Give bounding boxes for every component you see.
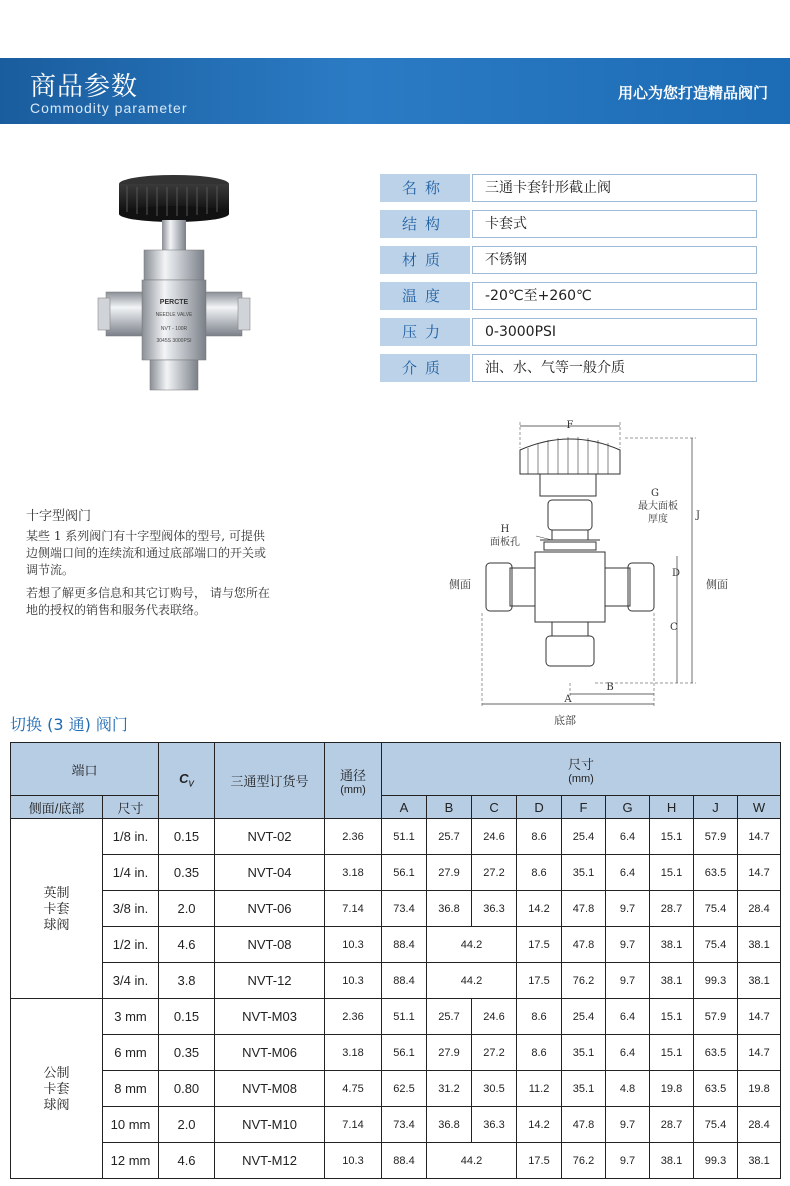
cell-dim-b: 31.2 [427,1071,472,1107]
header-bore [325,743,382,819]
cell-dim-w: 38.1 [738,963,781,999]
product-photo [92,170,322,400]
spec-value: 卡套式 [472,210,757,238]
cell-size: 10 mm [103,1107,159,1143]
cell-cv: 0.35 [159,855,215,891]
product-engraving-1: NEEDLE VALVE [155,312,193,318]
bottom-view-label: 底部 [554,714,576,727]
header-bore-unit: (mm) [340,784,366,796]
cell-dim-a: 73.4 [382,891,427,927]
cell-dim-c: 27.2 [472,855,517,891]
cell-dim-d: 8.6 [517,855,562,891]
cell-cv: 4.6 [159,927,215,963]
cell-dim-g: 9.7 [606,963,650,999]
table-row [11,927,781,963]
spec-row-structure [380,210,745,238]
cell-order-no: NVT-M10 [215,1107,325,1143]
section-title: 切换 (3 通) 阀门 [10,715,128,734]
cell-dim-j: 99.3 [694,1143,738,1179]
table-row [11,1107,781,1143]
spec-label: 名称 [380,174,470,202]
cell-order-no: NVT-12 [215,963,325,999]
cell-order-no: NVT-06 [215,891,325,927]
cell-dim-f: 25.4 [562,819,606,855]
cell-dim-g: 9.7 [606,1143,650,1179]
cell-dim-f: 76.2 [562,1143,606,1179]
cell-dim-a: 88.4 [382,1143,427,1179]
spec-label: 材质 [380,246,470,274]
cell-bore: 3.18 [325,1035,382,1071]
header-dimensions-unit: (mm) [568,772,594,785]
cell-cv: 2.0 [159,1107,215,1143]
cell-size: 12 mm [103,1143,159,1179]
description-paragraph-1 [26,528,316,579]
dimension-diagram [440,418,760,728]
spec-value: 0-3000PSI [472,318,757,346]
product-brand: PERCTE [159,299,189,306]
table-body [11,819,781,1179]
cell-dim-h: 19.8 [650,1071,694,1107]
cell-dim-a: 51.1 [382,819,427,855]
table-row [11,819,781,855]
header-dim-w: W [738,796,781,819]
side-view-label-left: 侧面 [449,578,471,591]
cell-bore: 10.3 [325,963,382,999]
cell-dim-d: 8.6 [517,1035,562,1071]
description-line: 某些 1 系列阀门有十字型阀体的型号, 可提供 [26,529,265,543]
cell-dim-h: 28.7 [650,1107,694,1143]
cell-dim-f: 35.1 [562,1035,606,1071]
spec-row-material [380,246,745,274]
cell-dim-d: 17.5 [517,1143,562,1179]
table-row [11,963,781,999]
cell-dim-j: 63.5 [694,1071,738,1107]
description-title: 十字型阀门 [26,509,92,524]
cell-dim-g: 9.7 [606,927,650,963]
header-cv [159,743,215,819]
cell-dim-f: 25.4 [562,999,606,1035]
cell-size: 3/8 in. [103,891,159,927]
cell-dim-bc: 44.2 [427,927,517,963]
header-dim-d: D [517,796,562,819]
cell-dim-w: 19.8 [738,1071,781,1107]
product-engraving-3: 3045S 3000PSI [156,338,192,344]
dimensions-table [10,742,781,1179]
cell-bore: 3.18 [325,855,382,891]
cell-order-no: NVT-M12 [215,1143,325,1179]
cell-dim-a: 73.4 [382,1107,427,1143]
cell-size: 8 mm [103,1071,159,1107]
cell-dim-w: 28.4 [738,891,781,927]
cell-dim-a: 88.4 [382,963,427,999]
dim-label-b: B [606,682,614,693]
cell-bore: 7.14 [325,1107,382,1143]
header-banner [0,58,790,124]
cell-cv: 3.8 [159,963,215,999]
spec-label: 介质 [380,354,470,382]
dim-label-g-note2: 厚度 [648,514,668,525]
header-dim-c: C [472,796,517,819]
table-row [11,1035,781,1071]
cell-cv: 0.80 [159,1071,215,1107]
table-row [11,1071,781,1107]
cell-bore: 10.3 [325,1143,382,1179]
side-view-label-right: 侧面 [706,578,728,591]
header-cv-symbol: C [179,771,189,787]
dim-label-f: F [566,420,574,431]
spec-value: 不锈钢 [472,246,757,274]
table-row [11,891,781,927]
cell-dim-f: 35.1 [562,855,606,891]
cell-dim-c: 24.6 [472,999,517,1035]
cell-order-no: NVT-M08 [215,1071,325,1107]
cell-dim-g: 6.4 [606,1035,650,1071]
group-label: 公制 [43,1064,70,1080]
header-dimensions-label: 尺寸 [568,756,595,772]
cell-size: 1/2 in. [103,927,159,963]
cell-dim-a: 62.5 [382,1071,427,1107]
cell-dim-h: 38.1 [650,927,694,963]
cell-dim-d: 8.6 [517,999,562,1035]
header-dim-f: F [562,796,606,819]
description-line: 地的授权的销售和服务代表联络。 [26,603,207,617]
banner-subtitle: Commodity parameter [30,100,188,116]
cell-dim-f: 47.8 [562,927,606,963]
cell-dim-f: 35.1 [562,1071,606,1107]
header-order-no: 三通型订货号 [215,743,325,819]
group-label-cell [11,999,103,1179]
cell-dim-h: 15.1 [650,819,694,855]
header-port: 端口 [11,743,159,796]
group-label: 球阀 [43,1096,70,1112]
cell-dim-g: 9.7 [606,1107,650,1143]
cell-dim-b: 36.8 [427,891,472,927]
spec-value: -20℃至+260℃ [472,282,757,310]
group-label: 球阀 [43,916,70,932]
group-label: 卡套 [43,1080,70,1096]
cell-dim-f: 47.8 [562,891,606,927]
cell-bore: 10.3 [325,927,382,963]
cell-bore: 2.36 [325,819,382,855]
cell-dim-d: 11.2 [517,1071,562,1107]
cell-dim-j: 63.5 [694,855,738,891]
description-line: 调节流。 [26,563,75,577]
cell-dim-d: 14.2 [517,891,562,927]
group-label: 卡套 [43,900,70,916]
cell-dim-b: 36.8 [427,1107,472,1143]
cell-dim-g: 9.7 [606,891,650,927]
dim-label-h-note: 面板孔 [490,537,520,548]
spec-label: 压力 [380,318,470,346]
table-row [11,999,781,1035]
cell-dim-b: 27.9 [427,1035,472,1071]
cell-order-no: NVT-02 [215,819,325,855]
cell-dim-d: 17.5 [517,927,562,963]
header-dim-j: J [694,796,738,819]
cell-bore: 2.36 [325,999,382,1035]
needle-valve-image [92,170,322,400]
cell-dim-h: 28.7 [650,891,694,927]
cell-dim-j: 99.3 [694,963,738,999]
spec-value: 三通卡套针形截止阀 [472,174,757,202]
cell-dim-j: 57.9 [694,999,738,1035]
cell-dim-g: 4.8 [606,1071,650,1107]
cell-dim-c: 36.3 [472,891,517,927]
spec-label: 温度 [380,282,470,310]
cell-dim-c: 36.3 [472,1107,517,1143]
cell-bore: 7.14 [325,891,382,927]
header-size: 尺寸 [103,796,159,819]
description-paragraph-2 [26,585,316,619]
header-dim-g: G [606,796,650,819]
cell-dim-d: 14.2 [517,1107,562,1143]
cell-dim-b: 25.7 [427,999,472,1035]
cell-dim-j: 57.9 [694,819,738,855]
spec-value: 油、水、气等一般介质 [472,354,757,382]
spec-label: 结构 [380,210,470,238]
cell-dim-h: 15.1 [650,855,694,891]
cell-cv: 0.35 [159,1035,215,1071]
header-cv-sub: v [188,777,194,790]
cell-dim-j: 75.4 [694,891,738,927]
dim-label-d: D [672,568,681,579]
dim-label-a: A [564,694,572,705]
cell-dim-h: 15.1 [650,999,694,1035]
cell-dim-g: 6.4 [606,855,650,891]
banner-slogan: 用心为您打造精品阀门 [617,84,768,102]
cell-dim-g: 6.4 [606,819,650,855]
description-line: 若想了解更多信息和其它订购号， 请与您所在 [26,586,270,600]
cell-dim-c: 27.2 [472,1035,517,1071]
cell-cv: 2.0 [159,891,215,927]
cell-size: 3 mm [103,999,159,1035]
header-dim-a: A [382,796,427,819]
table-row [11,1143,781,1179]
spec-row-medium [380,354,745,382]
cell-dim-b: 27.9 [427,855,472,891]
valve-line-drawing [440,418,760,728]
cell-dim-h: 15.1 [650,1035,694,1071]
cell-order-no: NVT-M03 [215,999,325,1035]
cell-size: 3/4 in. [103,963,159,999]
group-label: 英制 [43,884,70,900]
cell-dim-h: 38.1 [650,1143,694,1179]
cell-dim-d: 8.6 [517,819,562,855]
cell-dim-c: 24.6 [472,819,517,855]
cell-dim-w: 38.1 [738,1143,781,1179]
spec-row-temperature [380,282,745,310]
cell-cv: 0.15 [159,999,215,1035]
cell-order-no: NVT-M06 [215,1035,325,1071]
cell-dim-a: 56.1 [382,1035,427,1071]
cell-size: 6 mm [103,1035,159,1071]
cell-dim-w: 14.7 [738,1035,781,1071]
cell-dim-a: 56.1 [382,855,427,891]
header-side-bottom: 侧面/底部 [11,796,103,819]
description-line: 边侧端口间的连续流和通过底部端口的开关或 [26,546,267,560]
cell-dim-h: 38.1 [650,963,694,999]
cell-cv: 4.6 [159,1143,215,1179]
spec-row-name [380,174,745,202]
cell-dim-b: 25.7 [427,819,472,855]
cell-dim-j: 75.4 [694,1107,738,1143]
header-dim-b: B [427,796,472,819]
cell-dim-c: 30.5 [472,1071,517,1107]
spec-row-pressure [380,318,745,346]
cell-size: 1/4 in. [103,855,159,891]
cell-dim-bc: 44.2 [427,963,517,999]
banner-title: 商品参数 [30,72,139,102]
cell-dim-j: 63.5 [694,1035,738,1071]
cell-cv: 0.15 [159,819,215,855]
dim-label-h: H [500,524,510,535]
cell-dim-f: 47.8 [562,1107,606,1143]
dim-label-g-note1: 最大面板 [638,501,678,512]
cell-dim-g: 6.4 [606,999,650,1035]
cell-dim-f: 76.2 [562,963,606,999]
cell-dim-w: 28.4 [738,1107,781,1143]
dim-label-g: G [651,488,659,499]
group-label-cell [11,819,103,999]
cell-dim-a: 88.4 [382,927,427,963]
header-dim-h: H [650,796,694,819]
table-row [11,855,781,891]
cell-order-no: NVT-04 [215,855,325,891]
cell-dim-d: 17.5 [517,963,562,999]
product-engraving-2: NVT - 100R [160,326,188,332]
cell-dim-w: 14.7 [738,819,781,855]
cell-dim-w: 14.7 [738,855,781,891]
cell-dim-w: 14.7 [738,999,781,1035]
cell-dim-j: 75.4 [694,927,738,963]
cell-bore: 4.75 [325,1071,382,1107]
cell-size: 1/8 in. [103,819,159,855]
cell-dim-bc: 44.2 [427,1143,517,1179]
header-bore-label: 通径 [340,768,367,783]
dim-label-j: J [696,510,701,521]
cell-dim-w: 38.1 [738,927,781,963]
cell-order-no: NVT-08 [215,927,325,963]
dim-label-c: C [670,622,678,633]
header-dimensions [382,743,781,796]
cell-dim-a: 51.1 [382,999,427,1035]
